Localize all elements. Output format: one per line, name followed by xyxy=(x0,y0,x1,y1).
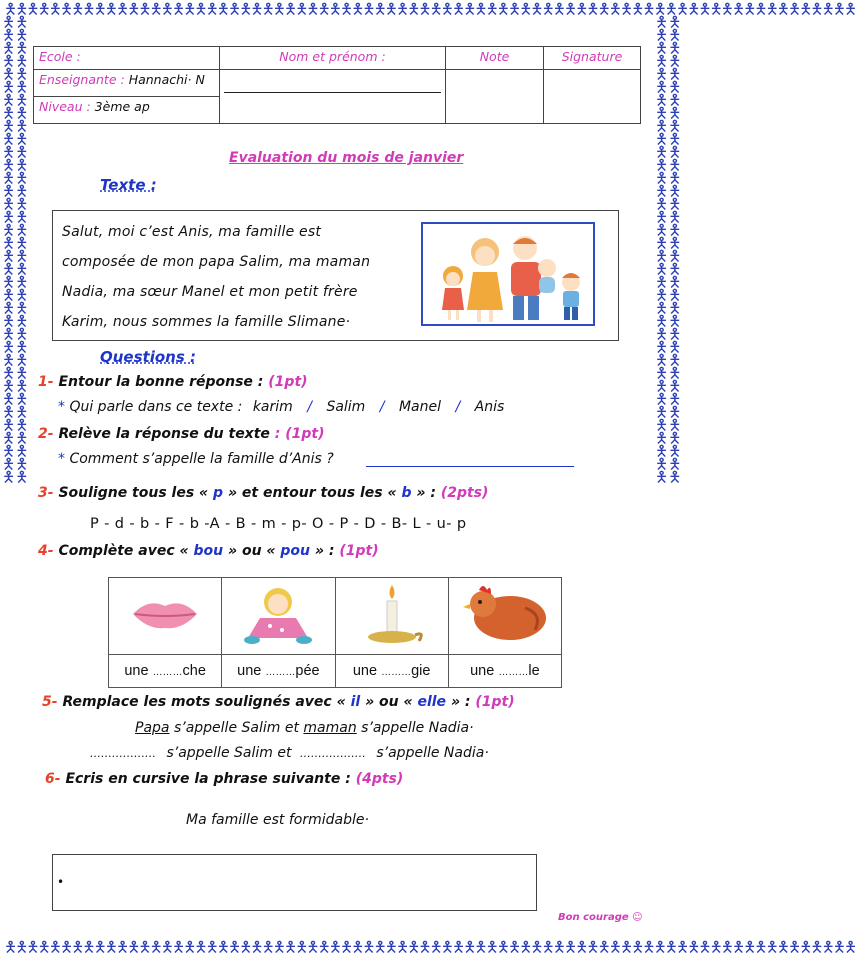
option-karim[interactable]: karim xyxy=(252,399,293,415)
smiley-icon: ☺ xyxy=(632,912,643,923)
question-2 xyxy=(38,426,325,442)
answer-blank[interactable]: ……………… xyxy=(90,747,156,760)
word-prefix: une xyxy=(124,663,149,679)
nom-label: Nom et prénom : xyxy=(220,47,446,70)
question-6 xyxy=(45,771,403,787)
word-il: il xyxy=(350,694,361,710)
enseignante-label: Enseignante : xyxy=(39,71,125,87)
hen-icon xyxy=(448,578,561,655)
sentence-text: s’appelle Nadia· xyxy=(361,720,474,736)
sentence-text: s’appelle Nadia· xyxy=(376,745,489,761)
q5-answer xyxy=(90,745,489,761)
bullet-icon: * xyxy=(58,399,65,415)
signature-label: Signature xyxy=(544,47,641,70)
stick-figure-icon-border-right: 🯅🯅🯅🯅🯅🯅🯅🯅🯅🯅🯅🯅🯅🯅🯅🯅🯅🯅🯅🯅🯅🯅🯅🯅🯅🯅🯅🯅🯅🯅🯅🯅🯅🯅🯅🯅🯅🯅🯅🯅🯅🯅🯅🯅🯅🯅🯅🯅🯅🯅🯅🯅🯅🯅🯅🯅🯅🯅🯅🯅🯅🯅🯅🯅🯅🯅🯅🯅🯅🯅🯅🯅 xyxy=(655,13,682,486)
q5-sentence xyxy=(135,720,474,736)
word-cell[interactable] xyxy=(109,655,222,688)
word-prefix: une xyxy=(470,663,495,679)
question-text: Relève la réponse du texte xyxy=(58,426,270,442)
question-text: Ecris en cursive la phrase suivante : xyxy=(65,771,351,787)
points: (1pt) xyxy=(475,694,515,710)
colon: : xyxy=(274,426,281,442)
points: (1pt) xyxy=(268,374,308,390)
note-field[interactable] xyxy=(446,69,544,123)
candle-icon xyxy=(335,578,448,655)
question-text: Entour la bonne réponse : xyxy=(58,374,264,390)
underlined-word: maman xyxy=(303,720,357,736)
ecole-label: Ecole : xyxy=(34,47,220,70)
header-table xyxy=(33,46,641,124)
answer-line[interactable] xyxy=(366,466,574,467)
stick-figure-icon-border-left: 🯅🯅🯅🯅🯅🯅🯅🯅🯅🯅🯅🯅🯅🯅🯅🯅🯅🯅🯅🯅🯅🯅🯅🯅🯅🯅🯅🯅🯅🯅🯅🯅🯅🯅🯅🯅🯅🯅🯅🯅🯅🯅🯅🯅🯅🯅🯅🯅🯅🯅🯅🯅🯅🯅🯅🯅🯅🯅🯅🯅🯅🯅🯅🯅🯅🯅🯅🯅🯅🯅🯅🯅 xyxy=(2,13,29,486)
question-3 xyxy=(38,485,488,501)
word-suffix: che xyxy=(182,663,206,679)
question-number: 3- xyxy=(38,485,54,501)
question-5 xyxy=(42,694,515,710)
question-number: 2- xyxy=(38,426,54,442)
stick-figure-icon-border-bottom: 🯅🯅🯅🯅🯅🯅🯅🯅🯅🯅🯅🯅🯅🯅🯅🯅🯅🯅🯅🯅🯅🯅🯅🯅🯅🯅🯅🯅🯅🯅🯅🯅🯅🯅🯅🯅🯅🯅🯅🯅🯅🯅🯅🯅🯅🯅🯅🯅🯅🯅🯅🯅🯅🯅🯅🯅🯅🯅🯅🯅🯅🯅🯅🯅🯅🯅🯅🯅🯅🯅🯅🯅🯅🯅🯅🯅 xyxy=(4,938,855,956)
word-pou: pou xyxy=(280,543,311,559)
name-field[interactable] xyxy=(220,69,446,123)
points: (1pt) xyxy=(339,543,379,559)
bullet-icon: * xyxy=(58,451,65,467)
page-title: Evaluation du mois de janvier xyxy=(229,150,464,166)
question-text: » : xyxy=(416,485,436,501)
question-text: » : xyxy=(450,694,471,710)
separator: / xyxy=(455,399,461,415)
question-number: 5- xyxy=(42,694,58,710)
doll-icon xyxy=(222,578,335,655)
word-suffix: pée xyxy=(295,663,320,679)
question-text: » : xyxy=(314,543,335,559)
question-text: Remplace les mots soulignés avec « xyxy=(62,694,346,710)
question-1-sub xyxy=(58,399,504,415)
phrase-to-copy: Ma famille est formidable· xyxy=(186,812,369,828)
box-bullet: • xyxy=(57,875,65,889)
question-text: » ou « xyxy=(365,694,413,710)
word-cell[interactable] xyxy=(335,655,448,688)
word-completion-table xyxy=(108,577,562,688)
letter-sequence[interactable]: P - d - b - F - b -A - B - m - p- O - P - D - B- L - u- p xyxy=(90,516,467,532)
separator: / xyxy=(379,399,385,415)
question-4 xyxy=(38,543,379,559)
option-salim[interactable]: Salim xyxy=(326,399,366,415)
letter-p: p xyxy=(213,485,224,501)
question-2-sub xyxy=(58,451,334,467)
signature-field[interactable] xyxy=(544,69,641,123)
question-number: 4- xyxy=(38,543,54,559)
lips-icon xyxy=(109,578,222,655)
texte-heading: Texte : xyxy=(100,176,157,194)
enseignante-cell xyxy=(34,69,220,96)
question-text: » ou « xyxy=(228,543,276,559)
question-text: » et entour tous les « xyxy=(227,485,397,501)
word-prefix: une xyxy=(352,663,378,679)
option-manel[interactable]: Manel xyxy=(398,399,441,415)
question-text: Souligne tous les « xyxy=(58,485,209,501)
niveau-cell xyxy=(34,96,220,123)
niveau-value: 3ème ap xyxy=(94,98,150,114)
points: (1pt) xyxy=(285,426,325,442)
text-line: composée de mon papa Salim, ma maman xyxy=(62,254,371,270)
enseignante-value: Hannachi· N xyxy=(128,71,205,87)
footer-message xyxy=(558,912,643,923)
word-elle: elle xyxy=(417,694,447,710)
separator: / xyxy=(307,399,312,415)
word-blank[interactable]: ……… xyxy=(498,667,529,678)
word-suffix: gie xyxy=(411,663,431,679)
sub-question-text: Qui parle dans ce texte : xyxy=(69,399,243,415)
questions-heading: Questions : xyxy=(100,348,196,366)
question-text: Complète avec « xyxy=(58,543,189,559)
letter-b: b xyxy=(401,485,412,501)
underlined-word: Papa xyxy=(135,720,170,736)
word-bou: bou xyxy=(193,543,224,559)
word-cell[interactable] xyxy=(448,655,561,688)
points: (2pts) xyxy=(440,485,489,501)
points: (4pts) xyxy=(355,771,404,787)
stick-figure-icon-border-top: 🯅🯅🯅🯅🯅🯅🯅🯅🯅🯅🯅🯅🯅🯅🯅🯅🯅🯅🯅🯅🯅🯅🯅🯅🯅🯅🯅🯅🯅🯅🯅🯅🯅🯅🯅🯅🯅🯅🯅🯅🯅🯅🯅🯅🯅🯅🯅🯅🯅🯅🯅🯅🯅🯅🯅🯅🯅🯅🯅🯅🯅🯅🯅🯅🯅🯅🯅🯅🯅🯅🯅🯅🯅🯅🯅🯅 xyxy=(4,0,855,18)
sentence-text: s’appelle Salim et xyxy=(173,720,299,736)
word-cell[interactable] xyxy=(222,655,335,688)
word-prefix: une xyxy=(237,663,262,679)
sentence-text: s’appelle Salim et xyxy=(166,745,292,761)
option-anis[interactable]: Anis xyxy=(474,399,505,415)
word-suffix: le xyxy=(528,663,540,679)
family-illustration-icon xyxy=(421,222,595,326)
question-number: 1- xyxy=(38,374,54,390)
cursive-writing-box[interactable] xyxy=(52,854,537,911)
niveau-label: Niveau : xyxy=(39,98,91,114)
text-line: Karim, nous sommes la famille Slimane· xyxy=(62,314,351,330)
text-line: Salut, moi c’est Anis, ma famille est xyxy=(62,224,322,240)
note-label: Note xyxy=(446,47,544,70)
text-line: Nadia, ma sœur Manel et mon petit frère xyxy=(62,284,358,300)
bon-courage-text: Bon courage xyxy=(558,912,629,923)
sub-question-text: Comment s’appelle la famille d’Anis ? xyxy=(69,451,334,467)
word-blank[interactable]: ……… xyxy=(152,667,183,678)
word-blank[interactable]: ……… xyxy=(381,667,412,678)
answer-blank[interactable]: ……………… xyxy=(299,747,366,760)
word-blank[interactable]: ……… xyxy=(265,667,296,678)
question-number: 6- xyxy=(45,771,61,787)
question-1 xyxy=(38,374,308,390)
